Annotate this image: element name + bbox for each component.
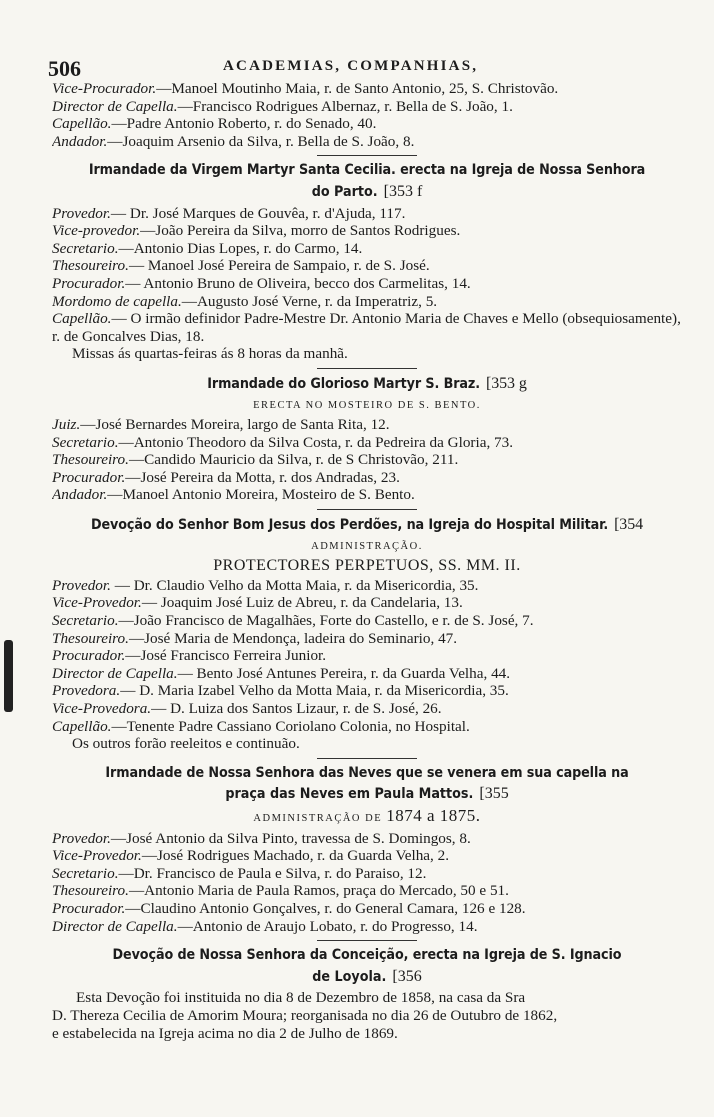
list-item: Procurador.—Claudino Antonio Gonçalves, r. do General Camara, 126 e 128. [52,899,526,917]
section-title: Irmandade de Nossa Senhora das Neves que se venera em sua capella na [105,764,629,781]
section-title: Irmandade da Virgem Martyr Santa Cecilia. erecta na Igreja de Nossa Senhora [88,162,646,179]
list-item: Andador.—Joaquim Arsenio da Silva, r. Bella de S. João, 8. [52,132,415,150]
section-paragraph: Esta Devoção foi instituida no dia 8 de Dezembro de 1858, na casa da Sra D. Thereza Cecilia de Amorim Moura; reorganisada no dia 26 de Outubro de 1862, e estabelecida na Igreja acima no dia 2 de Julho de 1869. [52,989,558,1042]
list-item: Juiz.—José Bernardes Moreira, largo de Santa Rita, 12. [52,416,390,434]
list-item: Secretario.—Antonio Dias Lopes, r. do Carmo, 14. [52,239,363,257]
list-item: Thesoureiro.— Manoel José Pereira de Sampaio, r. de S. José. [52,257,430,275]
section-divider [317,509,417,510]
list-item: Provedor. — Dr. Claudio Velho da Motta Maia, r. da Misericordia, 35. [52,576,479,594]
section-ref: [353 f [383,182,423,200]
ink-mark [4,640,13,712]
section-title: Devoção do Senhor Bom Jesus dos Perdões, na Igreja do Hospital Militar. [354 [90,516,644,534]
section-title-line2: de Loyola. [356 [312,967,422,985]
page-number: 506 [48,56,81,81]
section-divider [317,155,417,156]
section-ref: [353 g [485,374,527,392]
list-item: Director de Capella.—Francisco Rodrigues Albernaz, r. Bella de S. João, 1. [52,97,513,115]
section-divider [317,940,417,941]
section-subtitle: ERECTA NO MOSTEIRO DE S. BENTO. [253,399,481,411]
list-item: Provedor.—José Antonio da Silva Pinto, travessa de S. Domingos, 8. [52,829,471,847]
section-title-line2: praça das Neves em Paula Mattos. [355 [225,785,509,803]
section-title-line2: do Parto. [353 f [311,182,423,200]
section-ref: [356 [392,967,422,985]
list-item: Thesoureiro.—Antonio Maria de Paula Ramos, praça do Mercado, 50 e 51. [52,882,509,900]
section-neves [52,765,682,935]
section-s-braz [52,375,682,504]
list-item: Procurador.—José Francisco Ferreira Junior. [52,647,327,665]
list-item: Vice-Provedor.—José Rodrigues Machado, r. da Guarda Velha, 2. [52,847,450,865]
list-item: Vice-provedor.—João Pereira da Silva, morro de Santos Rodrigues. [52,222,461,240]
section-conceicao [52,947,682,1042]
list-item: Procurador.—José Pereira da Motta, r. dos Andradas, 23. [52,468,400,486]
section-divider [317,368,417,369]
list-item: Secretario.—João Francisco de Magalhães, Forte do Castello, e r. de S. José, 7. [52,612,534,630]
list-item: Secretario.—Dr. Francisco de Paula e Silva, r. do Paraiso, 12. [52,864,427,882]
list-item: Vice-Provedor.— Joaquim José Luiz de Abreu, r. da Candelaria, 13. [52,594,463,612]
section-ref: [355 [479,785,509,803]
list-item: Vice-Procurador.—Manoel Moutinho Maia, r. de Santo Antonio, 25, S. Christovão. [52,80,559,97]
list-item: Provedora.— D. Maria Izabel Velho da Motta Maia, r. da Misericordia, 35. [52,682,509,700]
running-title: ACADEMIAS, COMPANHIAS, [223,58,479,74]
list-item: Thesoureiro.—Candido Mauricio da Silva, r. de S Christovão, 211. [52,451,459,469]
top-entries [52,80,682,150]
list-item: Provedor.— Dr. José Marques de Gouvêa, r. d'Ajuda, 117. [52,204,406,222]
list-item: Thesoureiro.—José Maria de Mendonça, ladeira do Seminario, 47. [52,629,458,647]
list-item: Director de Capella.— Bento José Antunes Pereira, r. da Guarda Velha, 44. [52,664,511,682]
section-admin-label: ADMINISTRAÇÃO DE 1874 a 1875. [253,805,481,825]
list-item: Procurador.— Antonio Bruno de Oliveira, becco dos Carmelitas, 14. [52,274,471,292]
list-item: Capellão.—Padre Antonio Roberto, r. do Senado, 40. [52,115,377,133]
list-item: Capellão.—Tenente Padre Cassiano Coriolano Colonia, no Hospital. [52,717,470,735]
section-note: Os outros forão reeleitos e continuão. [72,735,300,753]
section-ref: [354 [614,516,644,534]
section-bom-jesus [52,516,682,753]
list-item: Secretario.—Antonio Theodoro da Silva Costa, r. da Pedreira da Gloria, 73. [52,433,514,451]
list-item: Andador.—Manoel Antonio Moreira, Mosteiro de S. Bento. [52,486,415,504]
page-content [52,80,682,1042]
section-title: Irmandade do Glorioso Martyr S. Braz. [353 g [207,374,527,392]
section-protectors: PROTECTORES PERPETUOS, SS. MM. II. [213,557,521,575]
section-admin-label: ADMINISTRAÇÃO. [311,540,423,552]
list-item: Mordomo de capella.—Augusto José Verne, r. da Imperatriz, 5. [52,292,438,310]
section-title: Devoção de Nossa Senhora da Conceição, erecta na Igreja de S. Ignacio [112,947,622,964]
section-note: Missas ás quartas-feiras ás 8 horas da manhã. [72,345,348,363]
section-santa-cecilia [52,162,682,363]
section-divider [317,758,417,759]
list-item: Director de Capella.—Antonio de Araujo Lobato, r. do Progresso, 14. [52,917,478,935]
list-item: Capellão.— O irmão definidor Padre-Mestre Dr. Antonio Maria de Chaves e Mello (obsequiosamente), r. de Goncalves Dias, 18. [52,310,681,345]
list-item: Vice-Provedora.— D. Luiza dos Santos Lizaur, r. de S. José, 26. [52,700,442,717]
